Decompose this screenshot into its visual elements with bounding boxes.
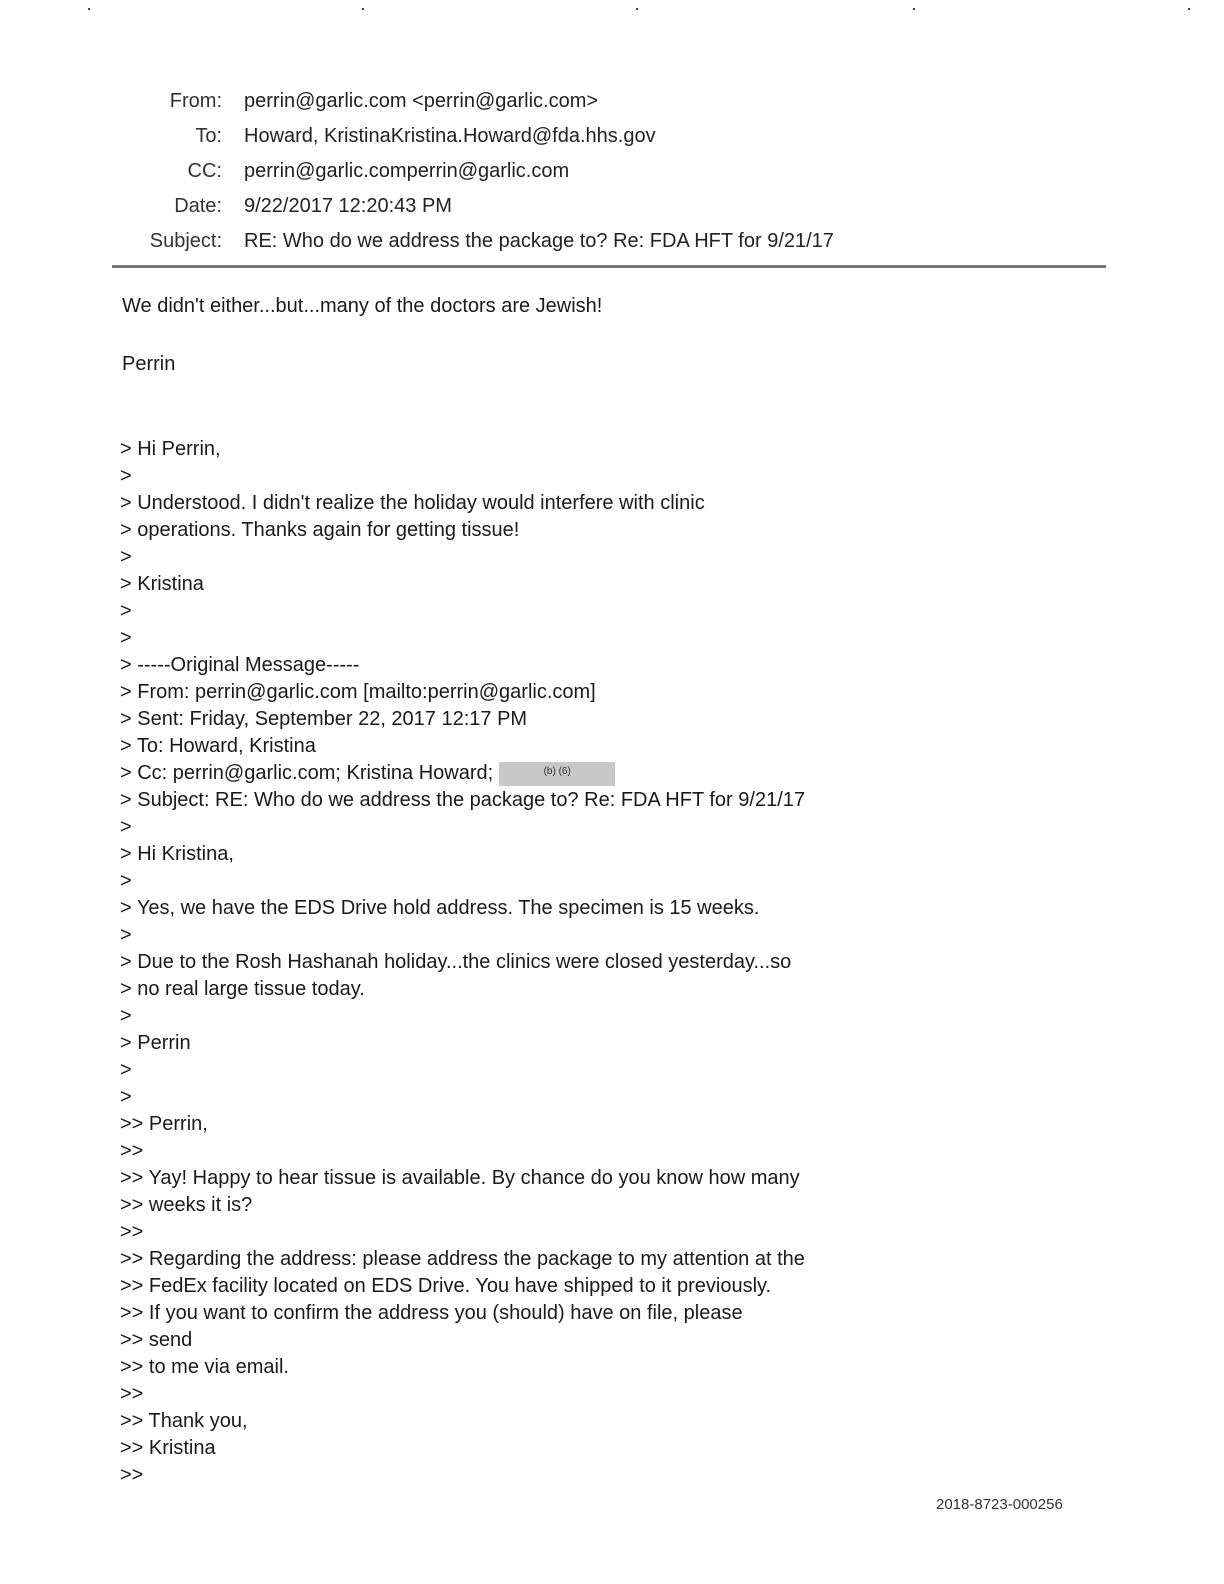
quoted-line: >> Yay! Happy to hear tissue is available. By chance do you know how many [120,1167,800,1189]
date-value: 9/22/2017 12:20:43 PM [244,195,452,217]
quoted-line: >> Regarding the address: please address the package to my attention at the [120,1248,805,1270]
quoted-line: >> If you want to confirm the address you (should) have on file, please [120,1302,743,1324]
quoted-line: >> weeks it is? [120,1194,253,1216]
from-row [110,84,1110,119]
quoted-line: >> [120,1221,144,1243]
quoted-line: > -----Original Message----- [120,654,360,676]
scan-mark [88,8,90,10]
cc-label: CC: [187,160,222,182]
quoted-line: >> to me via email. [120,1356,289,1378]
quoted-line: > Hi Perrin, [120,438,221,460]
quoted-line: > operations. Thanks again for getting tissue! [120,519,520,541]
quoted-line: > [120,546,132,568]
header-divider [112,265,1106,268]
from-label: From: [169,90,222,112]
quoted-line: >> FedEx facility located on EDS Drive. You have shipped to it previously. [120,1275,772,1297]
message-body [122,292,1102,378]
quoted-cc-text: > Cc: perrin@garlic.com; Kristina Howard; [120,762,494,784]
quoted-line: >> [120,1383,144,1405]
quoted-line: >> send [120,1329,193,1351]
redaction-label: (b) (6) [543,765,571,777]
quoted-line: > Due to the Rosh Hashanah holiday...the clinics were closed yesterday...so [120,951,792,973]
subject-value: RE: Who do we address the package to? Re: FDA HFT for 9/21/17 [244,230,834,252]
body-signature: Perrin [122,353,176,375]
quoted-line: > From: perrin@garlic.com [mailto:perrin@garlic.com] [120,681,596,703]
scan-mark [1188,8,1190,10]
quoted-line: > Hi Kristina, [120,843,234,865]
to-value: Howard, KristinaKristina.Howard@fda.hhs.gov [244,125,656,147]
redaction-box [499,762,615,786]
subject-row [110,224,1110,259]
quoted-line: > [120,1005,132,1027]
scan-mark [636,8,638,10]
email-header [110,84,1110,259]
body-line: We didn't either...but...many of the doctors are Jewish! [122,295,603,317]
subject-label: Subject: [149,230,222,252]
document-id: 2018-8723-000256 [936,1496,1063,1513]
quoted-line: > [120,924,132,946]
cc-row [110,154,1110,189]
quoted-line: > no real large tissue today. [120,978,365,1000]
quoted-thread [120,436,1100,1489]
to-row [110,119,1110,154]
date-label: Date: [174,195,222,217]
scan-mark [913,8,915,10]
quoted-line: >> Kristina [120,1437,216,1459]
quoted-line: >> Thank you, [120,1410,248,1432]
quoted-line: > Yes, we have the EDS Drive hold address. The specimen is 15 weeks. [120,897,760,919]
quoted-line: > [120,1086,132,1108]
quoted-line: >> [120,1464,144,1486]
from-value: perrin@garlic.com <perrin@garlic.com> [244,90,599,112]
quoted-line: >> Perrin, [120,1113,208,1135]
quoted-line: > [120,816,132,838]
quoted-line: > [120,465,132,487]
cc-value: perrin@garlic.comperrin@garlic.com [244,160,570,182]
quoted-line: > [120,600,132,622]
quoted-line: > Subject: RE: Who do we address the package to? Re: FDA HFT for 9/21/17 [120,789,805,811]
quoted-line: > [120,870,132,892]
quoted-line: > [120,1059,132,1081]
quoted-line: > Sent: Friday, September 22, 2017 12:17 PM [120,708,528,730]
quoted-line: > To: Howard, Kristina [120,735,316,757]
quoted-line: > [120,627,132,649]
quoted-line: > Understood. I didn't realize the holiday would interfere with clinic [120,492,705,514]
quoted-cc-line [120,760,1100,787]
to-label: To: [195,125,222,147]
quoted-line: >> [120,1140,144,1162]
date-row [110,189,1110,224]
quoted-line: > Perrin [120,1032,191,1054]
spacer [122,320,1102,350]
scan-mark [362,8,364,10]
quoted-line: > Kristina [120,573,204,595]
